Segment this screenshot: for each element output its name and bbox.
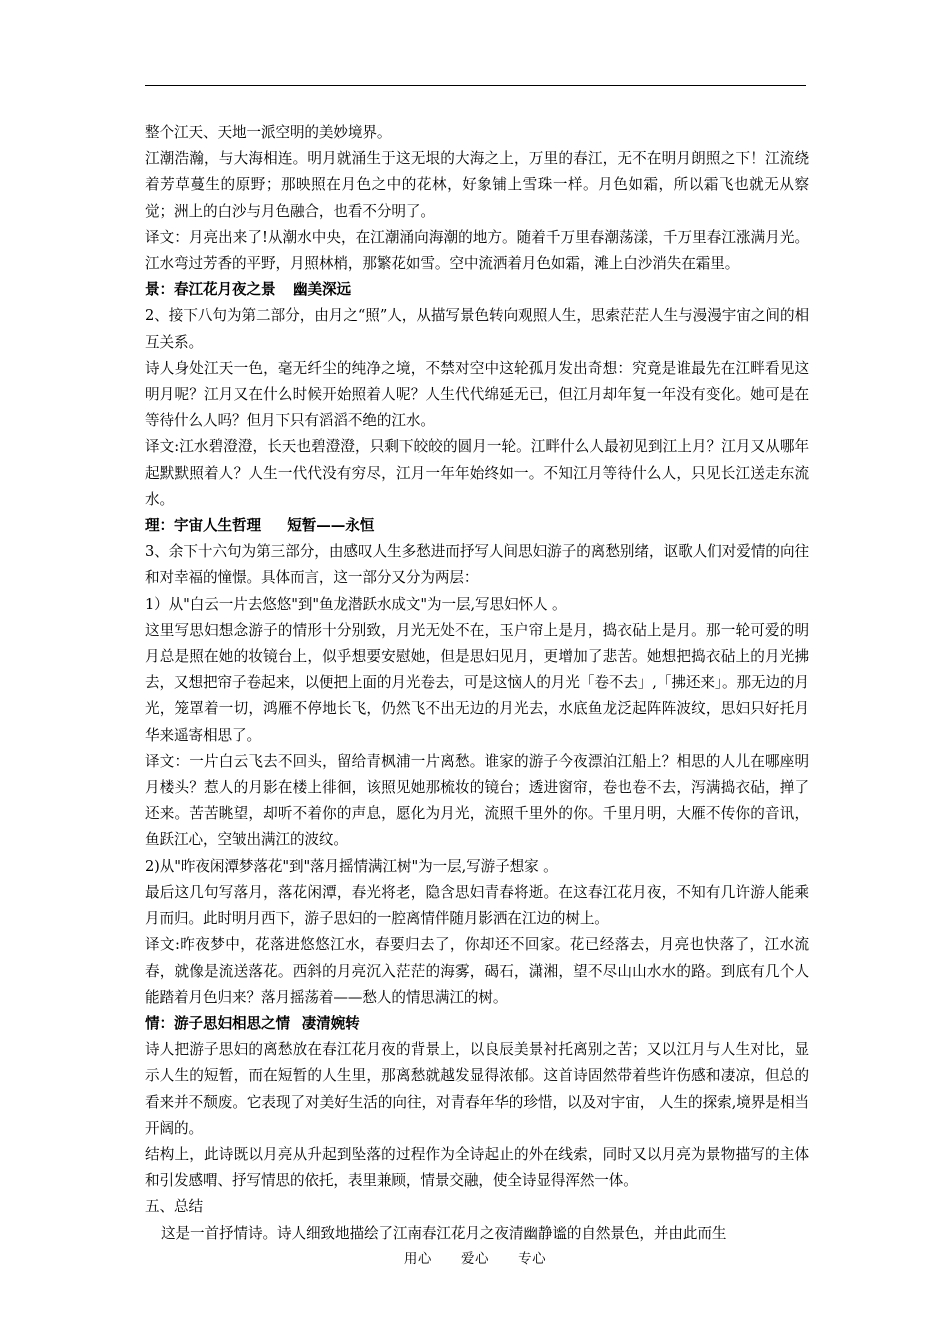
paragraph: 最后这几句写落月，落花闲潭，春光将老，隐含思妇青春将逝。在这春江花月夜，不知有几许游人能乘月而归。此时明月西下，游子思妇的一腔离情伴随月影洒在江边的树上。 [145,883,809,928]
heading-subtitle: 凄清婉转 [301,1014,360,1032]
paragraph: 诗人身处江天一色，毫无纤尘的纯净之境，不禁对空中这轮孤月发出奇想：究竟是谁最先在江畔看见这明月呢？江月又在什么时候开始照着人呢？人生代代绵延无已，但江月却年复一年没有变化。她可是在等待什么人吗？但月下只有滔滔不绝的江水。 [145,359,809,430]
section-heading-philosophy [145,513,809,539]
heading-subtitle: 短暂——永恒 [287,517,375,535]
footer-word: 用心 [403,1251,432,1267]
paragraph: 结构上，此诗既以月亮从升起到坠落的过程作为全诗起止的外在线索，同时又以月亮为景物描写的主体和引发感喟、抒写情思的依托，表里兼顾，情景交融，使全诗显得浑然一体。 [145,1145,809,1190]
header-rule [145,85,806,86]
heading-label: 情：游子思妇相思之情 [145,1014,290,1032]
document-body [145,120,809,1247]
paragraph: 3、余下十六句为第三部分，由感叹人生多愁进而抒写人间思妇游子的离愁别绪，讴歌人们对爱情的向往和对幸福的憧憬。具体而言，这一部分又分为两层： [145,543,809,587]
heading-label: 理：宇宙人生哲理 [145,517,261,535]
paragraph: 2、接下八句为第二部分，由月之“照”人，从描写景色转向观照人生，思索茫茫人生与漫漫宇宙之间的相互关系。 [145,307,809,351]
paragraph: 诗人把游子思妇的离愁放在春江花月夜的背景上，以良辰美景衬托离别之苦；又以江月与人生对比，显示人生的短暂，而在短暂的人生里，那离愁就越发显得浓郁。这首诗固然带着些许伤感和凄凉，但总的看来并不颓废。它表现了对美好生活的向往，对青春年华的珍惜，以及对宇宙， 人生的探索,境界是相当开阔的。 [145,1041,809,1137]
paragraph: 这里写思妇想念游子的情形十分别致，月光无处不在，玉户帘上是月，捣衣砧上是月。那一轮可爱的明月总是照在她的妆镜台上，似乎想要安慰她，但是思妇见月，更增加了悲苦。她想把捣衣砧上的月光拂去，又想把帘子卷起来，以便把上面的月光卷去，可是这恼人的月光「卷不去」,「拂还来」。那无边的月光，笼罩着一切，鸿雁不停地长飞，仍然飞不出无边的月光去，水底鱼龙泛起阵阵波纹，思妇只好托月华来遥寄相思了。 [145,621,809,744]
paragraph: 2)从"昨夜闲潭梦落花"到"落月摇情满江树"为一层,写游子想家 。 [145,857,558,875]
heading-label: 景：春江花月夜之景 [145,281,276,299]
footer-word: 爱心 [461,1251,489,1267]
paragraph: 译文：一片白云飞去不回头，留给青枫浦一片离愁。谁家的游子今夜漂泊江船上？相思的人儿在哪座明月楼头？惹人的月影在楼上徘徊，该照见她那梳妆的镜台；透进窗帘，卷也卷不去，泻满捣衣砧，掸了还来。苦苦眺望，却听不着你的声息，愿化为月光，流照千里外的你。千里月明，大雁不传你的音讯，鱼跃江心，空皱出满江的波纹。 [145,752,809,849]
page-footer [0,1247,950,1267]
section-heading-scenery [145,277,809,303]
paragraph: 整个江天、天地一派空明的美妙境界。 [145,124,392,141]
paragraph: 译文:江水碧澄澄，长天也碧澄澄，只剩下皎皎的圆月一轮。江畔什么人最初见到江上月？江月又从哪年起默默照着人？人生一代代没有穷尽，江月一年年始终如一。不知江月等待什么人，只见长江送走东流水。 [145,438,809,508]
section-title-summary: 五、总结 [145,1198,203,1216]
paragraph: 译文：月亮出来了!从潮水中央，在江潮涌向海潮的地方。随着千万里春潮荡漾，千万里春江涨满月光。江水弯过芳香的平野，月照林梢，那繁花如雪。空中流洒着月色如霜，滩上白沙消失在霜里。 [145,228,809,273]
paragraph: 译文:昨夜梦中，花落进悠悠江水，春要归去了，你却还不回家。花已经落去，月亮也快落了，江水流春，就像是流送落花。西斜的月亮沉入茫茫的海雾，碣石，潇湘，望不尽山山水水的路。到底有几个人能踏着月色归来？落月摇荡着——愁人的情思满江的树。 [145,936,809,1006]
footer-word: 专心 [518,1251,547,1267]
paragraph: 1）从"白云一片去悠悠"到"鱼龙潜跃水成文"为一层,写思妇怀人 。 [145,595,567,613]
section-heading-emotion [145,1011,809,1037]
paragraph: 江潮浩瀚，与大海相连。明月就涌生于这无垠的大海之上，万里的春江，无不在明月朗照之下！江流绕着芳草蔓生的原野；那映照在月色之中的花林，好象铺上雪珠一样。月色如霜，所以霜飞也就无从察觉；洲上的白沙与月色融合，也看不分明了。 [145,150,809,220]
paragraph: 这是一首抒情诗。诗人细致地描绘了江南春江花月之夜清幽静谧的自然景色，并由此而生 [161,1224,727,1242]
heading-subtitle: 幽美深远 [292,281,351,299]
